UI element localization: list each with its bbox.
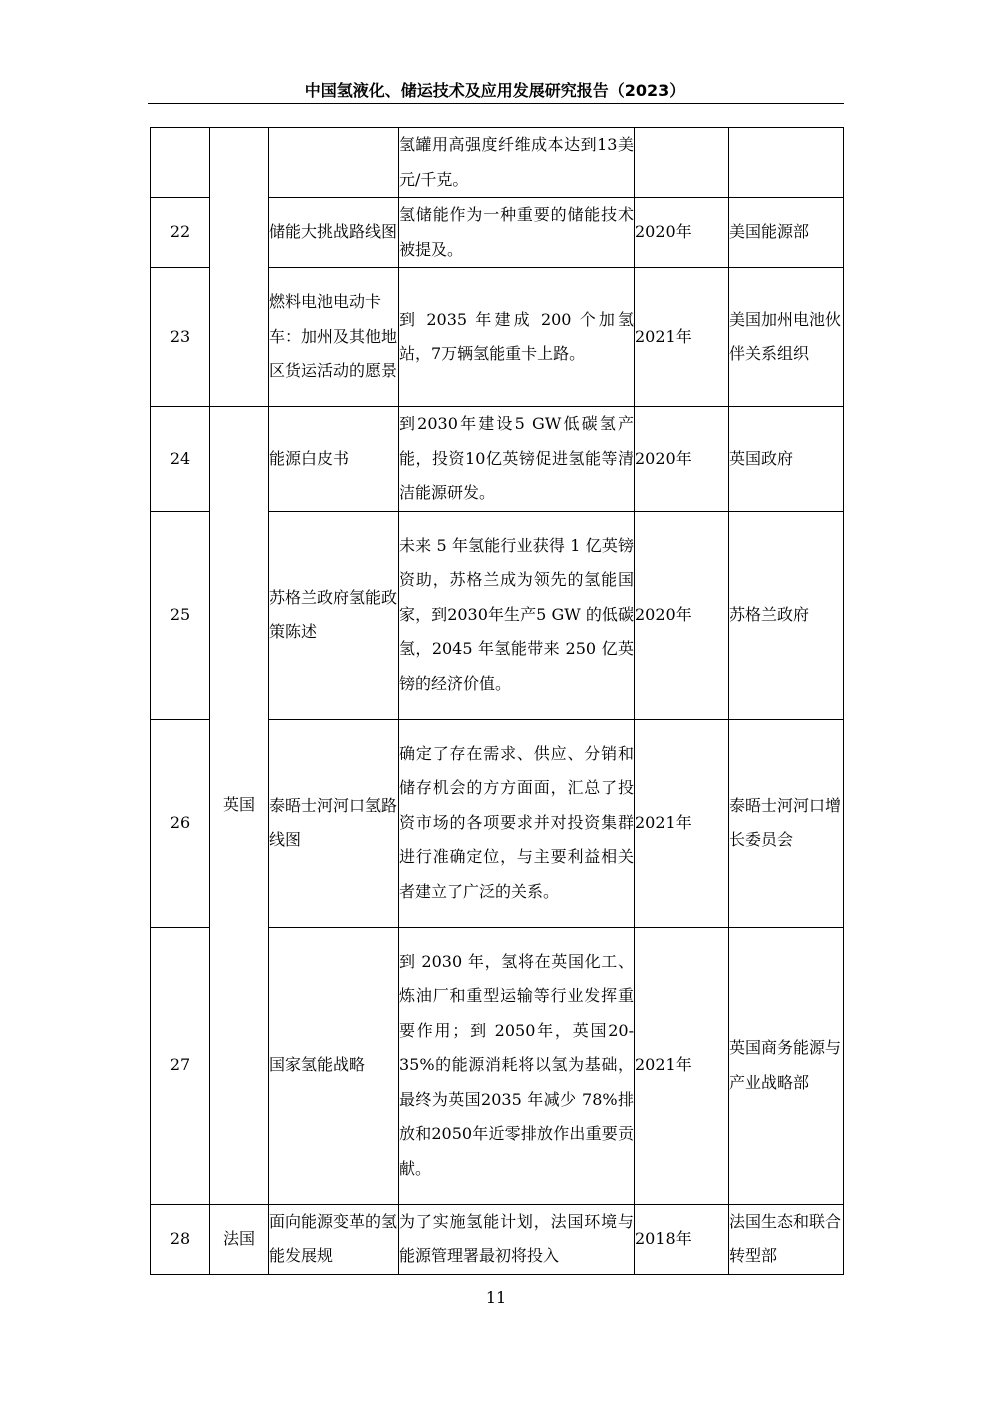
year-cell: 2021年 xyxy=(635,719,729,927)
row-number-cell: 25 xyxy=(151,511,210,719)
policy-table xyxy=(150,127,844,1275)
year-cell: 2021年 xyxy=(635,927,729,1204)
year-cell: 2020年 xyxy=(635,407,729,512)
policy-description-cell: 到2030年建设5 GW低碳氢产能，投资10亿英镑促进氢能等清洁能源研发。 xyxy=(399,407,635,512)
organization-cell: 美国加州电池伙伴关系组织 xyxy=(729,268,844,407)
policy-name-cell: 能源白皮书 xyxy=(269,407,399,512)
policy-description-cell: 氢罐用高强度纤维成本达到13美元/千克。 xyxy=(399,128,635,198)
policy-name-cell: 泰晤士河河口氢路线图 xyxy=(269,719,399,927)
organization-cell: 法国生态和联合转型部 xyxy=(729,1204,844,1274)
row-number-cell: 23 xyxy=(151,268,210,407)
policy-name-cell: 面向能源变革的氢能发展规 xyxy=(269,1204,399,1274)
page-number: 11 xyxy=(485,1288,507,1307)
policy-description-cell: 到 2035 年建成 200 个加氢站，7万辆氢能重卡上路。 xyxy=(399,268,635,407)
row-number-cell: 28 xyxy=(151,1204,210,1274)
year-cell: 2020年 xyxy=(635,511,729,719)
year-cell: 2020年 xyxy=(635,198,729,268)
year-cell: 2021年 xyxy=(635,268,729,407)
policy-description-cell: 为了实施氢能计划，法国环境与能源管理署最初将投入 xyxy=(399,1204,635,1274)
report-header-title: 中国氢液化、储运技术及应用发展研究报告（2023） xyxy=(304,81,686,100)
row-number-cell xyxy=(151,128,210,198)
country-cell-france: 法国 xyxy=(210,1204,269,1274)
organization-cell: 英国政府 xyxy=(729,407,844,512)
row-number-cell: 26 xyxy=(151,719,210,927)
row-number-cell: 24 xyxy=(151,407,210,512)
organization-cell xyxy=(729,128,844,198)
header-rule xyxy=(148,103,844,104)
policy-name-cell: 储能大挑战路线图 xyxy=(269,198,399,268)
year-cell: 2018年 xyxy=(635,1204,729,1274)
row-number-cell: 22 xyxy=(151,198,210,268)
policy-description-cell: 未来 5 年氢能行业获得 1 亿英镑资助，苏格兰成为领先的氢能国家，到2030年生产5 GW 的低碳氢，2045 年氢能带来 250 亿英镑的经济价值。 xyxy=(399,511,635,719)
policy-description-cell: 确定了存在需求、供应、分销和储存机会的方方面面，汇总了投资市场的各项要求并对投资集群进行准确定位，与主要利益相关者建立了广泛的关系。 xyxy=(399,719,635,927)
organization-cell: 英国商务能源与产业战略部 xyxy=(729,927,844,1204)
policy-description-cell: 到 2030 年，氢将在英国化工、炼油厂和重型运输等行业发挥重要作用；到 2050年，英国20-35%的能源消耗将以氢为基础，最终为英国2035 年减少 78%排放和2050年近零排放作出重要贡献。 xyxy=(399,927,635,1204)
policy-name-cell: 国家氢能战略 xyxy=(269,927,399,1204)
year-cell xyxy=(635,128,729,198)
row-number-cell: 27 xyxy=(151,927,210,1204)
country-cell-usa xyxy=(210,128,269,407)
table-row xyxy=(151,1204,844,1274)
table-row xyxy=(151,128,844,198)
policy-name-cell: 苏格兰政府氢能政策陈述 xyxy=(269,511,399,719)
policy-description-cell: 氢储能作为一种重要的储能技术被提及。 xyxy=(399,198,635,268)
organization-cell: 泰晤士河河口增长委员会 xyxy=(729,719,844,927)
organization-cell: 苏格兰政府 xyxy=(729,511,844,719)
table-row xyxy=(151,407,844,512)
policy-name-cell: 燃料电池电动卡车：加州及其他地区货运活动的愿景 xyxy=(269,268,399,407)
organization-cell: 美国能源部 xyxy=(729,198,844,268)
country-cell-uk: 英国 xyxy=(210,407,269,1205)
policy-name-cell xyxy=(269,128,399,198)
